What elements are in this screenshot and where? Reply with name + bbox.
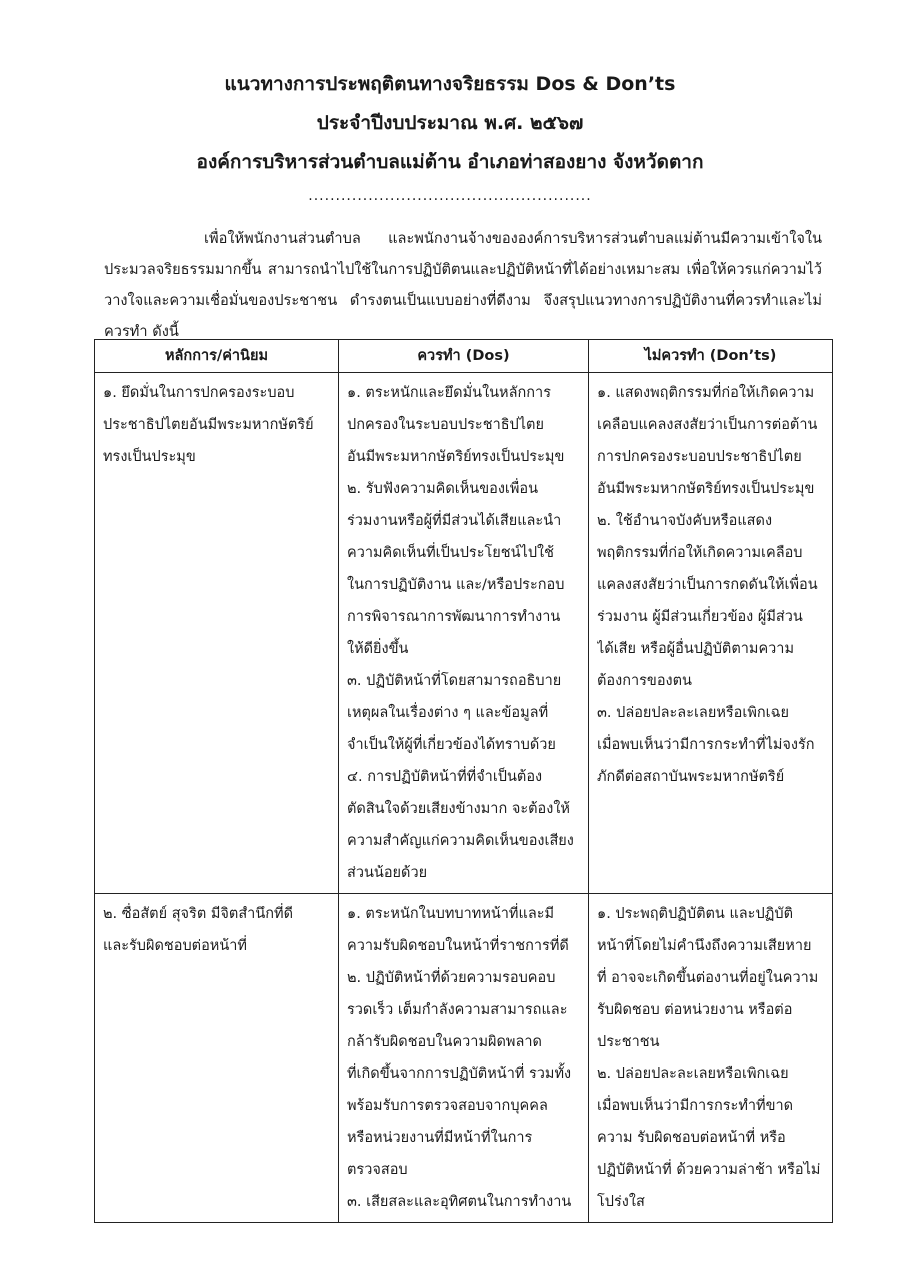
cell-text-line: โปร่งใส <box>597 1194 645 1210</box>
cell-text-line: รับผิดชอบ ต่อหน่วยงาน หรือต่อ <box>597 1002 793 1018</box>
column-header-donts: ไม่ควรทำ (Don’ts) <box>589 340 833 373</box>
title-separator: .................................................... <box>308 188 592 204</box>
cell-text-line: ๒. ปฏิบัติหน้าที่ด้วยความรอบคอบ <box>347 970 556 986</box>
cell-text-line: ๒. ใช้อำนาจบังคับหรือแสดง <box>597 513 773 529</box>
cell-text-line: การพิจารณาการพัฒนาการทำงาน <box>347 609 561 625</box>
cell-text-line: อันมีพระมหากษัตริย์ทรงเป็นประมุข <box>597 481 815 497</box>
dos-cell <box>339 373 589 894</box>
cell-text-line: ปกครองในระบอบประชาธิปไตย <box>347 417 544 433</box>
principle-cell <box>95 894 339 1223</box>
cell-text-line: ในการปฏิบัติงาน และ/หรือประกอบ <box>347 577 565 593</box>
cell-text-line: พฤติกรรมที่ก่อให้เกิดความเคลือบ <box>597 545 803 561</box>
cell-text-line: เหตุผลในเรื่องต่าง ๆ และข้อมูลที่ <box>347 705 549 721</box>
cell-text-line: ประชาชน <box>597 1034 660 1050</box>
cell-text-line: ตัดสินใจด้วยเสียงข้างมาก จะต้องให้ <box>347 801 570 817</box>
donts-cell <box>589 894 833 1223</box>
cell-text-line: ๔. การปฏิบัติหน้าที่ที่จำเป็นต้อง <box>347 769 543 785</box>
cell-text-line: ต้องการของตน <box>597 673 692 689</box>
cell-text-line: ๒. ปล่อยปละละเลยหรือเพิกเฉย <box>597 1066 789 1082</box>
column-header-principle: หลักการ/ค่านิยม <box>95 340 339 373</box>
cell-text-line: ความรับผิดชอบในหน้าที่ราชการที่ดี <box>347 938 569 954</box>
cell-text-line: ทรงเป็นประมุข <box>103 449 196 465</box>
donts-cell <box>589 373 833 894</box>
cell-text-line: ปฏิบัติหน้าที่ ด้วยความล่าช้า หรือไม่ <box>597 1162 821 1178</box>
cell-text-line: และรับผิดชอบต่อหน้าที่ <box>103 938 247 954</box>
cell-text-line: เมื่อพบเห็นว่ามีการกระทำที่ขาด <box>597 1098 794 1114</box>
cell-text-line: ที่เกิดขึ้นจากการปฏิบัติหน้าที่ รวมทั้ง <box>347 1066 572 1082</box>
cell-text-line: ๓. เสียสละและอุทิศตนในการทำงาน <box>347 1194 572 1210</box>
cell-text-line: ได้เสีย หรือผู้อื่นปฏิบัติตามความ <box>597 641 795 657</box>
fiscal-year-subtitle: ประจำปีงบประมาณ พ.ศ. ๒๕๖๗ <box>316 112 584 134</box>
dos-donts-table <box>94 339 833 1223</box>
cell-text-line: หน้าที่โดยไม่คำนึงถึงความเสียหาย <box>597 938 812 954</box>
cell-text-line: กล้ารับผิดชอบในความผิดพลาด <box>347 1034 542 1050</box>
cell-text-line: ๑. แสดงพฤติกรรมที่ก่อให้เกิดความ <box>597 385 815 401</box>
cell-text-line: จำเป็นให้ผู้ที่เกี่ยวข้องได้ทราบด้วย <box>347 737 556 753</box>
cell-text-line: ความสำคัญแก่ความคิดเห็นของเสียง <box>347 833 574 849</box>
cell-text-line: อันมีพระมหากษัตริย์ทรงเป็นประมุข <box>347 449 565 465</box>
cell-text-line: เมื่อพบเห็นว่ามีการกระทำที่ไม่จงรัก <box>597 737 815 753</box>
document-title: แนวทางการประพฤติตนทางจริยธรรม Dos & Don’ts <box>224 73 676 95</box>
cell-text-line: ๒. รับฟังความคิดเห็นของเพื่อน <box>347 481 539 497</box>
cell-text-line: ๑. ตระหนักในบทบาทหน้าที่และมี <box>347 906 555 922</box>
cell-text-line: เคลือบแคลงสงสัยว่าเป็นการต่อต้าน <box>597 417 818 433</box>
cell-text-line: ๑. ยึดมั่นในการปกครองระบอบ <box>103 385 295 401</box>
cell-text-line: ที่ อาจจะเกิดขึ้นต่องานที่อยู่ในความ <box>597 970 819 986</box>
cell-text-line: ๒. ซื่อสัตย์ สุจริต มีจิตสำนึกที่ดี <box>103 906 293 922</box>
cell-text-line: ส่วนน้อยด้วย <box>347 865 428 881</box>
cell-text-line: การปกครองระบอบประชาธิปไตย <box>597 449 802 465</box>
cell-text-line: รวดเร็ว เต็มกำลังความสามารถและ <box>347 1002 568 1018</box>
cell-text-line: ความคิดเห็นที่เป็นประโยชน์ไปใช้ <box>347 545 554 561</box>
cell-text-line: ๑. ตระหนักและยึดมั่นในหลักการ <box>347 385 551 401</box>
cell-text-line: ๑. ประพฤติปฏิบัติตน และปฏิบัติ <box>597 906 794 922</box>
cell-text-line: ประชาธิปไตยอันมีพระมหากษัตริย์ <box>103 417 314 433</box>
cell-text-line: แคลงสงสัยว่าเป็นการกดดันให้เพื่อน <box>597 577 818 593</box>
table-body <box>95 373 833 1223</box>
cell-text-line: ร่วมงาน ผู้มีส่วนเกี่ยวข้อง ผู้มีส่วน <box>597 609 803 625</box>
cell-text-line: หรือหน่วยงานที่มีหน้าที่ในการ <box>347 1130 533 1146</box>
cell-text-line: ร่วมงานหรือผู้ที่มีส่วนได้เสียและนำ <box>347 513 562 529</box>
table-row <box>95 373 833 894</box>
organization-subtitle: องค์การบริหารส่วนตำบลแม่ต้าน อำเภอท่าสองยาง จังหวัดตาก <box>196 151 704 173</box>
table-row <box>95 894 833 1223</box>
cell-text-line: ๓. ปล่อยปละละเลยหรือเพิกเฉย <box>597 705 789 721</box>
principle-cell <box>95 373 339 894</box>
column-header-dos: ควรทำ (Dos) <box>339 340 589 373</box>
cell-text-line: ให้ดียิ่งขึ้น <box>347 641 409 657</box>
cell-text-line: พร้อมรับการตรวจสอบจากบุคคล <box>347 1098 548 1114</box>
dos-cell <box>339 894 589 1223</box>
table-header-row <box>95 340 833 373</box>
cell-text-line: ๓. ปฏิบัติหน้าที่โดยสามารถอธิบาย <box>347 673 562 689</box>
cell-text-line: ตรวจสอบ <box>347 1162 408 1178</box>
cell-text-line: ภักดีต่อสถาบันพระมหากษัตริย์ <box>597 769 785 785</box>
intro-paragraph: เพื่อให้พนักงานส่วนตำบล และพนักงานจ้างขององค์การบริหารส่วนตำบลแม่ต้านมีความเข้าใจในประมวลจริยธรรมมากขึ้น สามารถนำไปใช้ในการปฏิบัติตนและปฏิบัติหน้าที่ได้อย่างเหมาะสม เพื่อให้ควรแก่ความไว้วางใจและความเชื่อมั่นของประชาชน ดำรงตนเป็นแบบอย่างที่ดีงาม จึงสรุปแนวทางการปฏิบัติงานที่ควรทำและไม่ควรทำ ดังนี้ <box>104 229 822 340</box>
cell-text-line: ความ รับผิดชอบต่อหน้าที่ หรือ <box>597 1130 786 1146</box>
